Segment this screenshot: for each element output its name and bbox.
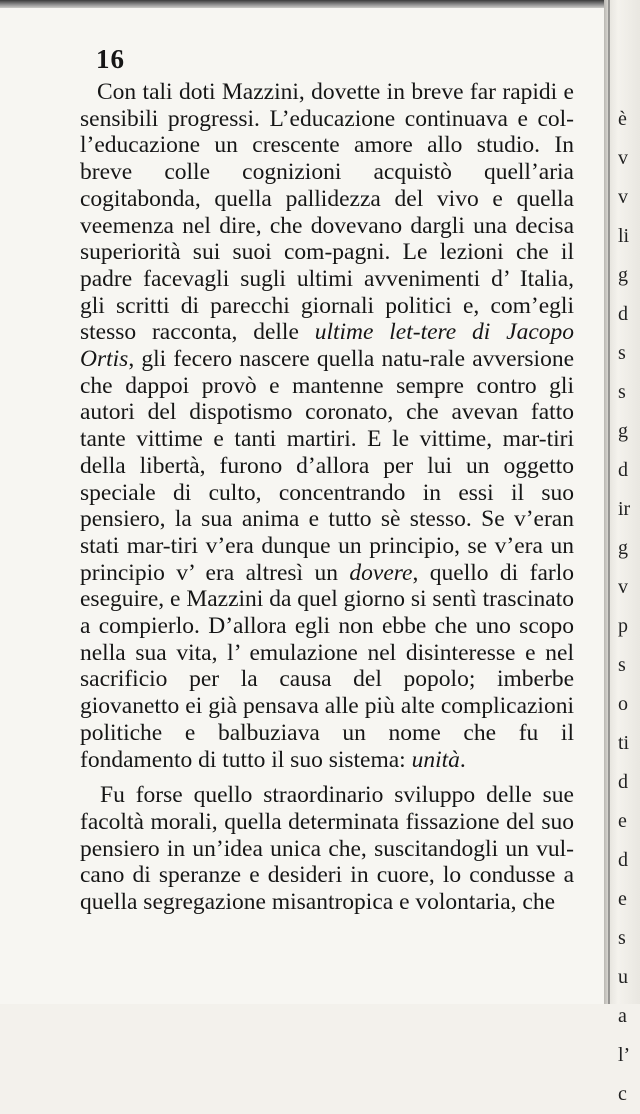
margin-fragment: è (618, 108, 627, 130)
text-run: Con tali doti Mazzini, dovette in breve far rapidi e sensibili progressi. L’educazione continuava e col-l’educazione un crescente amore allo studio. In breve colle cognizioni acquistò quell’aria cogitabonda, quella pallidezza del vivo e quella veemenza nel dire, che dovevano dargli una decisa superiorità sui suoi com-pagni. Le lezioni che il padre facevagli sugli ultimi avvenimenti d’ Italia, gli scritti di parecchi giornali politici e, com’egli stesso racconta, delle (80, 79, 574, 346)
margin-fragment: s (618, 927, 626, 949)
margin-fragment: e (618, 888, 627, 910)
margin-fragment: d (618, 459, 628, 481)
paragraph-2: Fu forse quello straordinario sviluppo delle sue facoltà morali, quella determinata fissazione del suo pensiero in un’idea unica che, suscitandogli un vul-cano di speranze e desideri in cuore, lo condusse a quella segregazione misantropica e volontaria, che (80, 782, 574, 916)
gutter-shadow-line (608, 0, 610, 1004)
margin-fragment: o (618, 693, 628, 715)
margin-fragment: g (618, 537, 628, 559)
italic-run: unità (411, 746, 460, 773)
margin-fragment: a (618, 1005, 627, 1027)
page-body-text (80, 79, 574, 916)
facing-page-margin-letters (618, 100, 640, 1114)
margin-fragment: g (618, 264, 628, 286)
italic-run: ultime let-tere di Jacopo Ortis (80, 319, 574, 373)
margin-fragment: d (618, 771, 628, 793)
margin-fragment: s (618, 381, 626, 403)
margin-fragment: v (618, 147, 628, 169)
text-run: . (459, 746, 466, 773)
margin-fragment: ti (618, 732, 630, 754)
margin-fragment: g (618, 420, 628, 442)
margin-fragment: li (618, 225, 630, 247)
text-run: , quello di farlo eseguire, e Mazzini da quel giorno si sentì trascinato a compierlo. D’allora egli non ebbe che uno scopo nella sua vita, l’ emulazione nel disinteresse e nel sacrificio per la causa del popolo; imberbe giovanetto ei già pensava alle più alte complicazioni politiche e balbuziava un nome che fu il fondamento di tutto il suo sistema: (80, 559, 574, 773)
paragraph-1 (80, 79, 574, 773)
margin-fragment: d (618, 849, 628, 871)
margin-fragment: v (618, 576, 628, 598)
italic-run: dovere (349, 559, 413, 586)
margin-fragment: p (618, 615, 628, 637)
page-number: 16 (96, 44, 125, 74)
margin-fragment: l’ (618, 1044, 631, 1066)
margin-fragment: s (618, 654, 626, 676)
margin-fragment: s (618, 342, 626, 364)
margin-fragment: e (618, 810, 627, 832)
margin-fragment: u (618, 966, 628, 988)
margin-fragment: ir (618, 498, 631, 520)
margin-fragment: c (618, 1083, 627, 1105)
text-run: , gli fecero nascere quella natu-rale avversione che dappoi provò e mantenne sempre contro gli autori del dispotismo coronato, che avevan fatto tante vittime e tanti martiri. E le vittime, mar-tiri della libertà, furono d’allora per lui un oggetto speciale di culto, concentrando in essi il suo pensiero, la sua anima e tutto sè stesso. Se v’eran stati mar-tiri v’era dunque un principio, se v’era un principio v’ era altresì un (80, 346, 574, 586)
margin-fragment: d (618, 303, 628, 325)
margin-fragment: v (618, 186, 628, 208)
